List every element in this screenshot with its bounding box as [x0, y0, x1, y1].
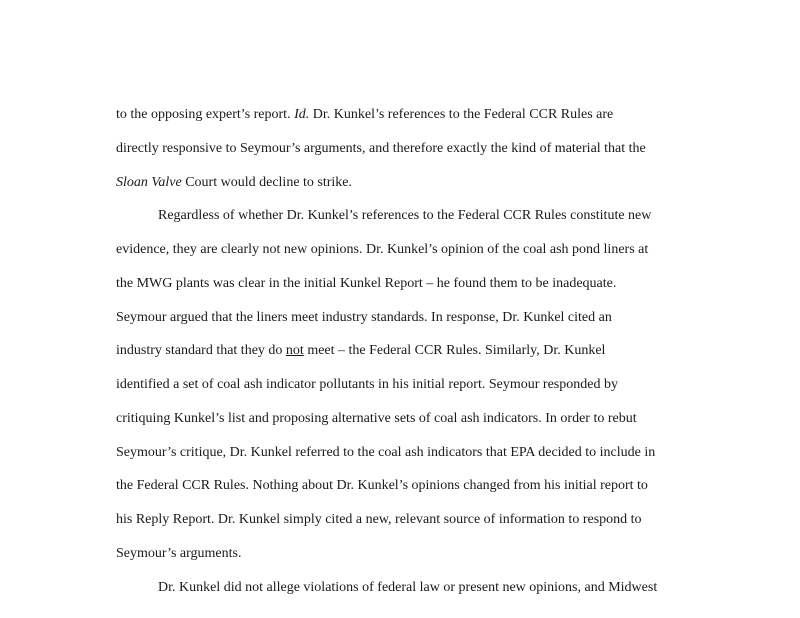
- text-line: [116, 546, 241, 562]
- text-line: [116, 411, 637, 427]
- text-segment: Seymour’s arguments.: [116, 545, 242, 561]
- text-segment: directly responsive to Seymour’s arguments, and therefore exactly the kind of material that the: [116, 140, 646, 156]
- text-line: [116, 478, 648, 494]
- text-segment: the MWG plants was clear in the initial Kunkel Report – he found them to be inadequate.: [116, 275, 617, 291]
- text-segment: Court would decline to strike.: [181, 174, 353, 190]
- underlined-text: not: [285, 343, 304, 359]
- italic-text: Sloan Valve: [116, 174, 182, 190]
- text-segment: evidence, they are clearly not new opinions. Dr. Kunkel’s opinion of the coal ash pond liners at: [116, 242, 649, 257]
- text-line: [116, 310, 612, 326]
- text-line: [116, 107, 613, 123]
- text-segment: meet – the Federal CCR Rules. Similarly, Dr. Kunkel: [303, 343, 606, 359]
- text-segment: Regardless of whether Dr. Kunkel’s references to the Federal CCR Rules constitute new: [158, 208, 652, 224]
- text-line: [116, 343, 605, 359]
- text-segment: identified a set of coal ash indicator pollutants in his initial report. Seymour responded by: [116, 377, 618, 392]
- text-line: [116, 141, 646, 157]
- text-segment: critiquing Kunkel’s list and proposing alternative sets of coal ash indicators. In order to rebut: [116, 410, 637, 426]
- text-line: [116, 512, 642, 528]
- text-segment: Dr. Kunkel did not allege violations of federal law or present new opinions, and Midwest: [158, 579, 658, 595]
- text-segment: the Federal CCR Rules. Nothing about Dr. Kunkel’s opinions changed from his initial report to: [116, 478, 648, 494]
- text-line: [116, 377, 618, 393]
- text-segment: Seymour’s critique, Dr. Kunkel referred to the coal ash indicators that EPA decided to include in: [116, 444, 656, 460]
- text-line: [158, 208, 651, 224]
- text-segment: to the opposing expert’s report.: [116, 107, 295, 122]
- text-line: [116, 175, 352, 191]
- text-segment: his Reply Report. Dr. Kunkel simply cited a new, relevant source of information to respond to: [116, 512, 642, 527]
- text-segment: industry standard that they do: [116, 343, 286, 359]
- text-segment: Seymour argued that the liners meet industry standards. In response, Dr. Kunkel cited an: [116, 309, 612, 325]
- text-line: [116, 276, 616, 292]
- italic-text: Id.: [294, 107, 310, 122]
- text-line: [116, 242, 648, 258]
- text-line: [116, 445, 655, 461]
- text-line: [158, 580, 657, 596]
- text-segment: Dr. Kunkel’s references to the Federal CCR Rules are: [309, 107, 614, 122]
